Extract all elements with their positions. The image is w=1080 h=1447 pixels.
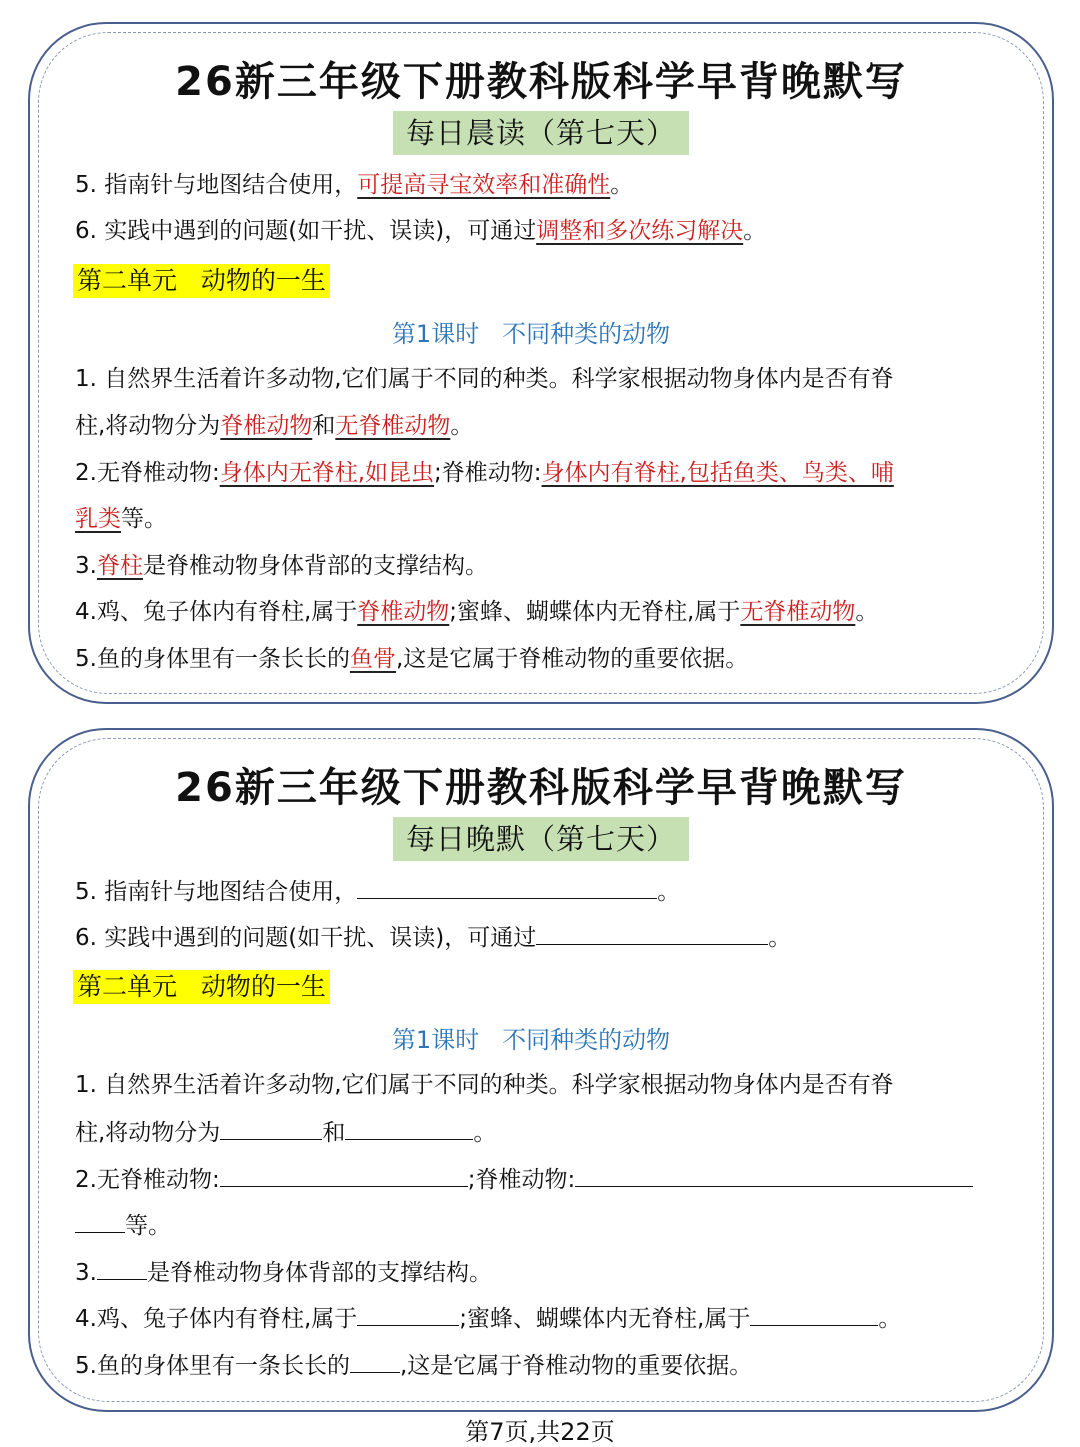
evening-l3-suffix: 是脊椎动物身体背部的支撑结构。 — [146, 1260, 492, 1286]
page-footer: 第7页,共22页 — [465, 1418, 615, 1446]
morning-l2-answer1: 身体内无脊柱,如昆虫 — [219, 460, 435, 486]
morning-l4-mid: ;蜜蜂、蝴蝶体内无脊柱,属于 — [449, 599, 741, 625]
morning-l1-line2 — [75, 411, 1022, 441]
morning-q6-answer: 调整和多次练习解决 — [536, 218, 744, 244]
morning-l2-answer3: 乳类 — [75, 506, 121, 532]
morning-l2-answer2: 身体内有脊柱,包括鱼类、鸟类、哺 — [541, 460, 894, 486]
evening-l1-blank2[interactable] — [345, 1117, 473, 1140]
morning-lesson-heading: 第1课时 不同种类的动物 — [391, 320, 671, 348]
morning-l1-answer2: 无脊椎动物 — [335, 413, 451, 439]
morning-l3-prefix: 3. — [75, 553, 97, 579]
morning-l3 — [75, 551, 1022, 581]
morning-l1-answer1: 脊椎动物 — [220, 413, 313, 439]
evening-q6-blank[interactable] — [536, 922, 768, 945]
evening-l2-line2 — [75, 1210, 1022, 1241]
evening-l2-prefix: 2.无脊椎动物: — [75, 1167, 220, 1193]
morning-q5-prefix: 5. 指南针与地图结合使用， — [75, 172, 358, 198]
morning-l2-suffix: 等。 — [121, 506, 167, 532]
evening-q5-prefix: 5. 指南针与地图结合使用， — [75, 879, 358, 905]
evening-l2-blank2[interactable] — [575, 1164, 973, 1187]
evening-l3-blank[interactable] — [97, 1257, 147, 1280]
morning-l4-answer1: 脊椎动物 — [357, 599, 450, 625]
evening-unit-heading: 第二单元 动物的一生 — [73, 970, 330, 1004]
morning-q5-suffix: 。 — [610, 172, 634, 198]
morning-l5 — [75, 644, 1022, 674]
morning-l4-prefix: 4.鸡、兔子体内有脊柱,属于 — [75, 599, 358, 625]
morning-l1-prefix: 柱,将动物分为 — [75, 413, 221, 439]
morning-q5-answer: 可提高寻宝效率和准确性 — [357, 172, 611, 198]
evening-q6 — [75, 922, 1022, 953]
morning-l2-line1 — [75, 458, 1022, 488]
evening-l2-line1 — [75, 1164, 1022, 1195]
evening-q5-blank[interactable] — [357, 876, 657, 899]
morning-l1-line1: 1. 自然界生活着许多动物,它们属于不同的种类。科学家根据动物身体内是否有脊 — [75, 366, 894, 392]
evening-l1-suffix: 。 — [473, 1120, 497, 1146]
morning-unit-heading: 第二单元 动物的一生 — [73, 264, 330, 298]
morning-session-label: 每日晨读（第七天） — [393, 111, 689, 155]
morning-l4-answer2: 无脊椎动物 — [740, 599, 856, 625]
evening-q6-prefix: 6. 实践中遇到的问题(如干扰、误读)，可通过 — [75, 925, 537, 951]
evening-q6-suffix: 。 — [768, 925, 792, 951]
evening-q5-suffix: 。 — [657, 879, 681, 905]
evening-l4-blank1[interactable] — [357, 1303, 459, 1326]
evening-l4-prefix: 4.鸡、兔子体内有脊柱,属于 — [75, 1306, 358, 1332]
evening-l5-prefix: 5.鱼的身体里有一条长长的 — [75, 1353, 350, 1379]
morning-q6-suffix: 。 — [743, 218, 767, 244]
evening-q5 — [75, 876, 1022, 907]
evening-l1-prefix: 柱,将动物分为 — [75, 1120, 221, 1146]
morning-l3-suffix: 是脊椎动物身体背部的支撑结构。 — [142, 553, 488, 579]
evening-l4-mid: ;蜜蜂、蝴蝶体内无脊柱,属于 — [459, 1306, 751, 1332]
morning-card — [28, 22, 1054, 704]
evening-lesson-heading: 第1课时 不同种类的动物 — [391, 1026, 671, 1054]
evening-l1-blank1[interactable] — [220, 1117, 322, 1140]
evening-l2-blank1[interactable] — [220, 1164, 468, 1187]
morning-l5-suffix: ,这是它属于脊椎动物的重要依据。 — [395, 646, 749, 672]
evening-l1-line2 — [75, 1117, 1022, 1148]
morning-l3-answer: 脊柱 — [96, 553, 143, 579]
morning-l2-prefix: 2.无脊椎动物: — [75, 460, 220, 486]
evening-l2-blank3[interactable] — [75, 1210, 125, 1233]
evening-l4-blank2[interactable] — [750, 1303, 878, 1326]
evening-l5-blank[interactable] — [350, 1350, 400, 1373]
morning-q6 — [75, 216, 1022, 246]
morning-l4 — [75, 597, 1022, 627]
evening-l5 — [75, 1350, 1022, 1381]
morning-l5-answer: 鱼骨 — [349, 646, 396, 672]
evening-l5-suffix: ,这是它属于脊椎动物的重要依据。 — [399, 1353, 753, 1379]
morning-l2-mid: ;脊椎动物: — [434, 460, 542, 486]
morning-l1-suffix: 。 — [450, 413, 474, 439]
morning-l2-line2 — [75, 504, 1022, 534]
evening-l3 — [75, 1257, 1022, 1288]
evening-l4-suffix: 。 — [878, 1306, 902, 1332]
evening-l4 — [75, 1303, 1022, 1334]
evening-l2-mid: ;脊椎动物: — [467, 1167, 576, 1193]
morning-l5-prefix: 5.鱼的身体里有一条长长的 — [75, 646, 350, 672]
evening-l1-mid: 和 — [322, 1120, 346, 1146]
evening-l3-prefix: 3. — [75, 1260, 97, 1286]
evening-l2-suffix: 等。 — [125, 1213, 171, 1239]
evening-session-label: 每日晚默（第七天） — [393, 817, 689, 861]
evening-l1-line1: 1. 自然界生活着许多动物,它们属于不同的种类。科学家根据动物身体内是否有脊 — [75, 1072, 894, 1098]
morning-q6-prefix: 6. 实践中遇到的问题(如干扰、误读)，可通过 — [75, 218, 537, 244]
morning-title: 26新三年级下册教科版科学早背晚默写 — [175, 59, 907, 105]
morning-q5 — [75, 170, 1022, 200]
morning-l4-suffix: 。 — [855, 599, 879, 625]
morning-l1-mid: 和 — [312, 413, 336, 439]
evening-title: 26新三年级下册教科版科学早背晚默写 — [175, 765, 907, 811]
evening-card — [28, 728, 1054, 1412]
